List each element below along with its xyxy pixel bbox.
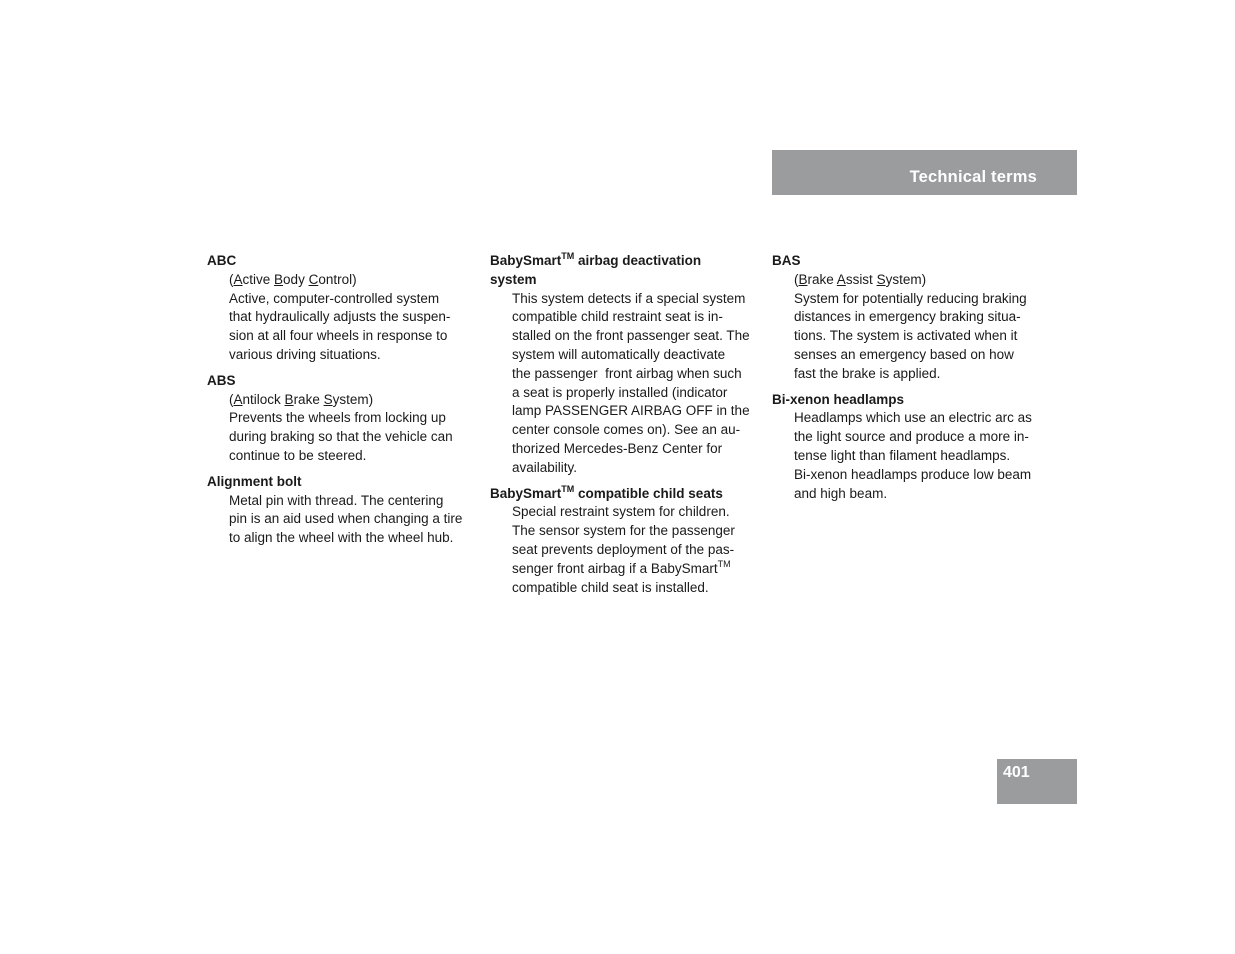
term-description-line: pin is an aid used when changing a tire	[229, 511, 463, 527]
term-description-line: senger front airbag if a BabySmart™	[512, 558, 731, 576]
term-description-line: various driving situations.	[229, 346, 381, 362]
section-header-bar	[772, 150, 1077, 195]
term-description-line: and high beam.	[794, 485, 888, 501]
term-description-line: Active, computer-controlled system	[229, 290, 440, 306]
term-description-line: stalled on the front passenger seat. The	[512, 328, 750, 344]
term-title: Alignment bolt	[207, 473, 302, 489]
term-description-line: Prevents the wheels from locking up	[229, 410, 446, 426]
page-number: 401	[1003, 764, 1030, 781]
term-description-line: the light source and produce a more in-	[794, 429, 1029, 445]
term-title: BabySmart™ compatible child seats	[490, 483, 723, 501]
term-description-line: during braking so that the vehicle can	[229, 429, 453, 445]
glossary-entry-babysmart-airbag-deactivation	[490, 252, 760, 478]
term-description-line: Special restraint system for children.	[512, 504, 730, 520]
glossary-column-2	[490, 252, 760, 604]
term-description-line: System for potentially reducing braking	[794, 290, 1027, 306]
term-description-line: Metal pin with thread. The centering	[229, 492, 444, 508]
term-description-line: sion at all four wheels in response to	[229, 328, 448, 344]
glossary-column-3	[772, 252, 1042, 510]
glossary-column-1	[207, 252, 477, 555]
term-description-line: a seat is properly installed (indicator	[512, 384, 728, 400]
term-description-line: to align the wheel with the wheel hub.	[229, 530, 454, 546]
term-description-line: seat prevents deployment of the pas-	[512, 541, 735, 557]
term-description-line: that hydraulically adjusts the suspen-	[229, 309, 451, 325]
term-title: BabySmart™ airbag deactivation	[490, 251, 702, 268]
term-description-line: compatible child seat is installed.	[512, 579, 709, 595]
term-title: ABS	[207, 372, 236, 388]
term-description-line: Headlamps which use an electric arc as	[794, 410, 1032, 426]
term-description-line: the passenger front airbag when such	[512, 365, 742, 381]
term-description-line: distances in emergency braking situa-	[794, 309, 1021, 325]
term-title: Bi-xenon headlamps	[772, 391, 905, 407]
term-title-continued: system	[490, 271, 537, 287]
term-title: ABC	[207, 253, 237, 268]
term-description-line: compatible child restraint seat is in-	[512, 309, 723, 325]
term-abbreviation: (Antilock Brake System)	[229, 391, 374, 407]
glossary-entry-abs	[207, 372, 477, 466]
term-description-line: lamp PASSENGER AIRBAG OFF in the	[512, 403, 750, 419]
term-description-line: This system detects if a special system	[512, 290, 746, 306]
term-description-line: tions. The system is activated when it	[794, 328, 1018, 344]
term-description-line: system will automatically deactivate	[512, 346, 726, 362]
term-description-line: The sensor system for the passenger	[512, 523, 735, 539]
term-description-line: tense light than filament headlamps.	[794, 447, 1011, 463]
term-abbreviation: (Active Body Control)	[229, 271, 357, 287]
glossary-entry-alignment-bolt	[207, 473, 477, 548]
term-description-line: availability.	[512, 459, 578, 475]
glossary-entry-abc	[207, 252, 477, 365]
term-description-line: fast the brake is applied.	[794, 365, 941, 381]
glossary-entry-bas	[772, 252, 1042, 384]
term-description-line: Bi-xenon headlamps produce low beam	[794, 466, 1032, 482]
glossary-entry-bi-xenon-headlamps	[772, 391, 1042, 504]
page-number-box	[997, 759, 1077, 804]
term-description-line: senses an emergency based on how	[794, 346, 1014, 362]
term-description-line: continue to be steered.	[229, 447, 367, 463]
glossary-entry-babysmart-child-seats	[490, 485, 760, 598]
section-title: Technical terms	[909, 168, 1037, 186]
term-abbreviation: (Brake Assist System)	[794, 271, 927, 287]
term-description-line: thorized Mercedes-Benz Center for	[512, 440, 723, 456]
term-description-line: center console comes on). See an au-	[512, 422, 741, 438]
term-title: BAS	[772, 253, 801, 268]
